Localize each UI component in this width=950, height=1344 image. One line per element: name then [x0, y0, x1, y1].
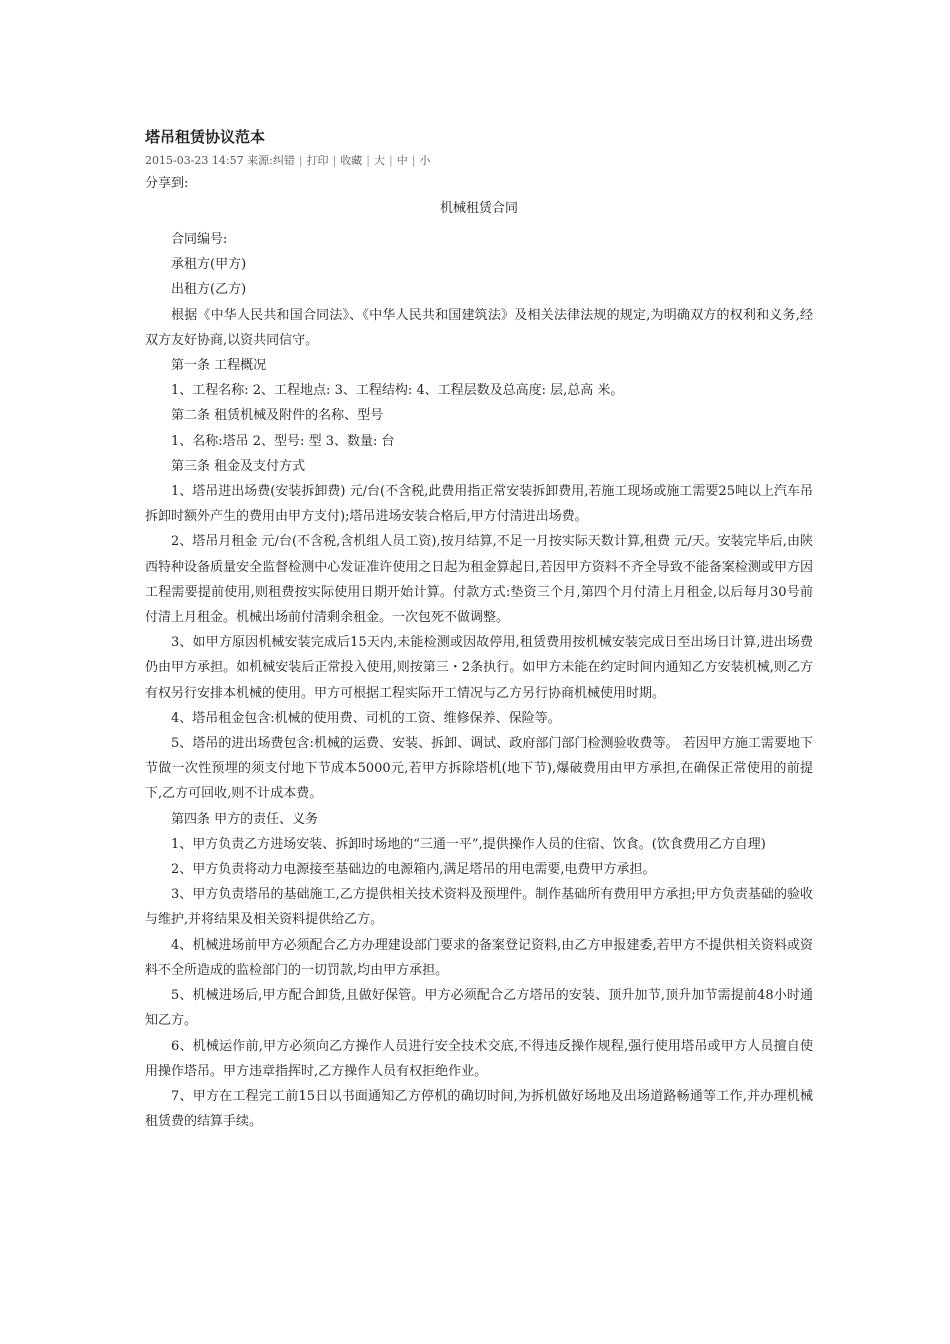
contract-paragraph: 2、甲方负责将动力电源接至基础边的电源箱内,满足塔吊的用电需要,电费甲方承担。 — [171, 862, 656, 878]
contract-paragraph: 6、机械运作前,甲方必须向乙方操作人员进行安全技术交底,不得违反操作规程,强行使用塔吊或甲方人员擅自使用操作塔吊。甲方违章指挥时,乙方操作人员有权拒绝作业。 — [145, 1038, 813, 1079]
contract-paragraph: 5、塔吊的进出场费包含:机械的运费、安装、拆卸、调试、政府部门部门检测验收费等。 若因甲方施工需要地下节做一次性预埋的须支付地下节成本5000元,若甲方拆除塔机(地下节),爆破费用由甲方承担,在确保正常使用的前提下,乙方可回收,则不计成本费。 — [145, 736, 813, 802]
separator: | — [366, 154, 370, 167]
separator: | — [298, 154, 303, 167]
separator: | — [332, 154, 337, 167]
contract-paragraph: 4、塔吊租金包含:机械的使用费、司机的工资、维修保养、保险等。 — [171, 710, 561, 726]
contract-paragraph: 2、塔吊月租金 元/台(不含税,含机组人员工资),按月结算,不足一月按实际天数计算,租费 元/天。安装完毕后,由陕西特种设备质量安全监督检测中心发证准许使用之日起为租金算起日,若因甲方资料不齐全导致不能备案检测或甲方因工程需要提前使用,则租费按实际使用日期开始计算。付款方式:垫资三个月,第四个月付清上月租金,以后每月30号前付清上月租金。机械出场前付清剩余租金。一次包死不做调整。 — [145, 534, 813, 626]
contract-paragraph: 合同编号: — [171, 232, 228, 247]
contract-paragraph: 3、甲方负责塔吊的基础施工,乙方提供相关技术资料及预埋件。制作基础所有费用甲方承担;甲方负责基础的验收与维护,并将结果及相关资料提供给乙方。 — [145, 887, 813, 928]
source-label: 来源: — [247, 154, 273, 167]
font-medium-link[interactable]: 中 — [396, 154, 408, 167]
contract-paragraph: 1、塔吊进出场费(安装拆卸费) 元/台(不含税,此费用指正常安装拆卸费用,若施工现场或施工需要25吨以上汽车吊拆卸时额外产生的费用由甲方支付);塔吊进场安装合格后,甲方付清进出场费。 — [145, 484, 813, 525]
article-meta — [145, 153, 813, 168]
contract-body — [145, 227, 813, 1134]
publish-datetime: 2015-03-23 14:57 — [145, 154, 244, 167]
page-title: 塔吊租赁协议范本 — [145, 128, 266, 146]
contract-paragraph: 1、名称:塔吊 2、型号: 型 3、数量: 台 — [171, 433, 395, 449]
contract-paragraph: 1、工程名称: 2、工程地点: 3、工程结构: 4、工程层数及总高度: 层,总高 米。 — [171, 383, 624, 399]
document-body — [145, 126, 813, 1134]
contract-paragraph: 1、甲方负责乙方进场安装、拆卸时场地的“三通一平”,提供操作人员的住宿、饮食。(饮食费用乙方自理) — [171, 836, 766, 852]
contract-paragraph: 第四条 甲方的责任、义务 — [171, 811, 319, 827]
contract-paragraph: 7、甲方在工程完工前15日以书面通知乙方停机的确切时间,为拆机做好场地及出场道路畅通等工作,并办理机械租赁费的结算手续。 — [145, 1088, 813, 1130]
separator: | — [389, 154, 393, 167]
separator: | — [411, 154, 416, 167]
contract-paragraph: 4、机械进场前甲方必须配合乙方办理建设部门要求的备案登记资料,由乙方申报建委,若甲方不提供相关资料或资料不全所造成的监检部门的一切罚款,均由甲方承担。 — [145, 937, 813, 978]
contract-paragraph: 3、如甲方原因机械安装完成后15天内,未能检测或因故停用,租赁费用按机械安装完成日至出场日计算,进出场费仍由甲方承担。如机械安装后正常投入使用,则按第三・2条执行。如甲方未能在约定时间内通知乙方安装机械,则乙方有权另行安排本机械的使用。甲方可根据工程实际开工情况与乙方另行协商机械使用时期。 — [145, 635, 813, 701]
contract-paragraph: 第二条 租赁机械及附件的名称、型号 — [171, 408, 384, 424]
contract-paragraph: 5、机械进场后,甲方配合卸货,且做好保管。甲方必须配合乙方塔吊的安装、顶升加节,顶升加节需提前48小时通知乙方。 — [145, 988, 813, 1029]
favorite-link[interactable]: 收藏 — [340, 154, 363, 167]
contract-paragraph: 第三条 租金及支付方式 — [171, 458, 306, 474]
print-link[interactable]: 打印 — [306, 154, 329, 167]
report-error-link[interactable]: 纠错 — [272, 154, 295, 167]
contract-title: 机械租赁合同 — [439, 201, 518, 216]
contract-paragraph: 根据《中华人民共和国合同法》、《中华人民共和国建筑法》及相关法律法规的规定,为明确双方的权利和义务,经双方友好协商,以资共同信守。 — [145, 307, 813, 348]
font-large-link[interactable]: 大 — [374, 154, 385, 167]
contract-paragraph: 承租方(甲方) — [171, 257, 247, 273]
share-label: 分享到: — [145, 176, 189, 191]
contract-paragraph: 第一条 工程概况 — [171, 358, 267, 374]
contract-paragraph: 出租方(乙方) — [171, 282, 247, 298]
font-small-link[interactable]: 小 — [419, 154, 431, 167]
